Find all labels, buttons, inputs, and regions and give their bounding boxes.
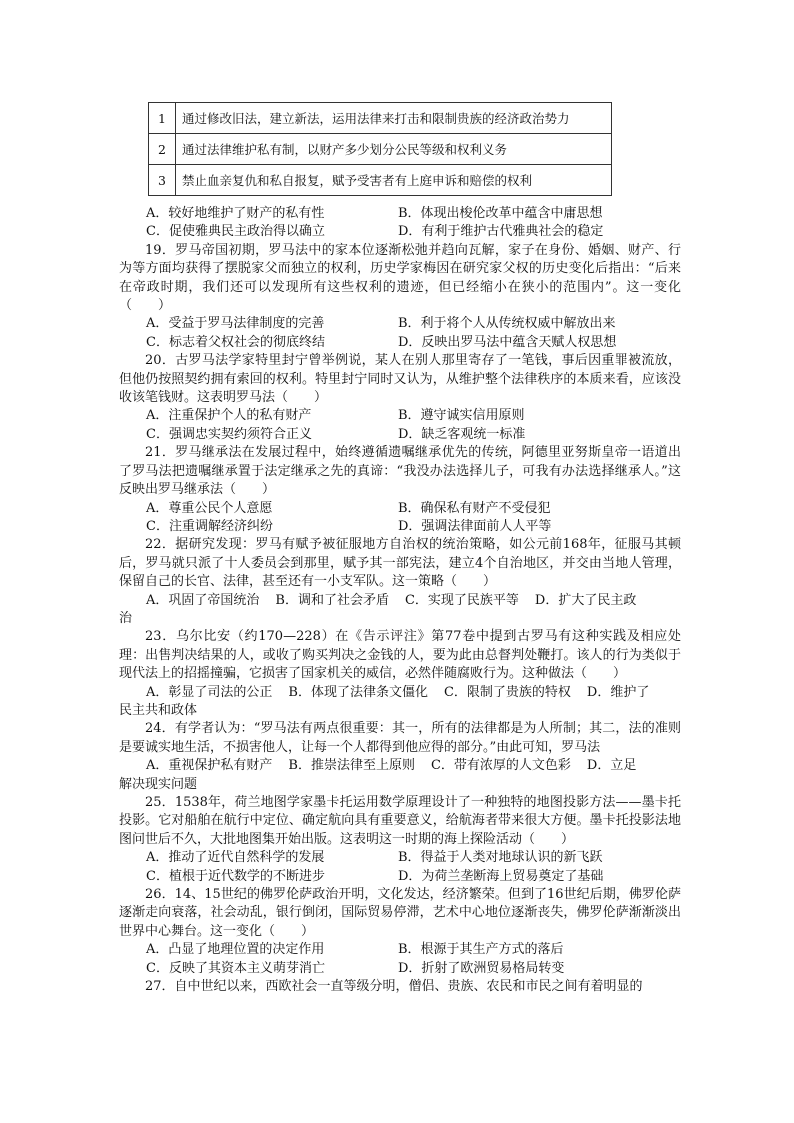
option-c: C．实现了民族平等 — [404, 592, 519, 608]
q20-stem: 20．古罗马法学家特里封宁曾举例说，某人在别人那里寄存了一笔钱，事后因重罪被流放，但他仍按照契约拥有索回的权利。特里封宁同时又认为，从维护整个法律秩序的本质来看，应该没收该笔钱财。这表明罗马法（ ） — [119, 353, 681, 406]
option-d: D．强调法律面前人人平等 — [398, 518, 552, 534]
q23-option-continuation: 民主共和政体 — [119, 702, 198, 718]
q19-options — [119, 315, 681, 352]
option-a: A．较好地维护了财产的私有性 — [146, 206, 325, 221]
table-cell-number: 2 — [149, 134, 176, 165]
table-row — [149, 165, 612, 196]
table-row — [149, 134, 612, 165]
option-c: C．强调忠实契约须符合正义 — [146, 426, 312, 442]
q22-options — [119, 592, 681, 610]
q19-stem: 19．罗马帝国初期，罗马法中的家本位逐渐松弛并趋向瓦解，家子在身份、婚姻、财产、行为等方面均获得了摆脱家父而独立的权利，历史学家梅因在研究家父权的历史变化后指出：“后来在帝政时期，我们还可以发现所有这些权利的遗迹，但已经缩小在狭小的范围内”。这一变化（ ） — [119, 242, 681, 314]
q26-options — [119, 941, 681, 978]
option-b: B．体现了法律条文僵化 — [288, 684, 428, 700]
option-d: D．为荷兰垄断海上贸易奠定了基础 — [398, 868, 604, 884]
option-a: A．巩固了帝国统治 — [146, 592, 260, 608]
option-a: A．推动了近代自然科学的发展 — [146, 850, 325, 866]
questions-body — [119, 205, 681, 996]
table-cell-text: 通过修改旧法，建立新法，运用法律来打击和限制贵族的经济政治势力 — [176, 103, 612, 134]
option-d: D．扩大了民主政 — [534, 592, 637, 608]
option-c: C．限制了贵族的特权 — [443, 684, 571, 700]
q25-stem: 25．1538年，荷兰地图学家墨卡托运用数学原理设计了一种独特的地图投影方法——墨卡托投影。它对船舶在航行中定位、确定航向具有重要意义，给航海者带来很大方便。墨卡托投影法地图问世后不久，大批地图集开始出版。这表明这一时期的海上探险活动（ ） — [119, 795, 681, 847]
option-a: A．彰显了司法的公正 — [146, 684, 273, 700]
table-cell-text: 禁止血亲复仇和私自报复，赋予受害者有上庭申诉和赔偿的权利 — [176, 165, 612, 196]
option-a: A．凸显了地理位置的决定作用 — [146, 942, 325, 958]
q24-option-continuation: 解决现实问题 — [119, 776, 198, 792]
table-cell-number: 3 — [149, 165, 176, 196]
option-c: C．促使雅典民主政治得以确立 — [146, 224, 325, 240]
option-d: D．折射了欧洲贸易格局转变 — [398, 960, 565, 976]
option-c: C．带有浓厚的人文色彩 — [430, 758, 571, 774]
option-a: A．受益于罗马法律制度的完善 — [146, 316, 325, 332]
option-d: D．有利于维护古代雅典社会的稳定 — [398, 224, 604, 240]
option-b: B．确保私有财产不受侵犯 — [398, 500, 551, 516]
option-a: A．尊重公民个人意愿 — [146, 500, 273, 516]
option-c: C．标志着父权社会的彻底终结 — [146, 334, 325, 350]
option-c: C．注重调解经济纠纷 — [146, 518, 273, 534]
q21-stem: 21．罗马继承法在发展过程中，始终遵循遗嘱继承优先的传统，阿德里亚努斯皇帝一语道出了罗马法把遗嘱继承置于法定继承之先的真谛：“我没办法选择儿子，可我有办法选择继承人。”这反映出罗马继承法（ ） — [119, 445, 681, 498]
q26-stem: 26．14、15世纪的佛罗伦萨政治开明，文化发达，经济繁荣。但到了16世纪后期，佛罗伦萨逐渐走向衰落，社会动乱，银行倒闭，国际贸易停滞，艺术中心地位逐渐丧失，佛罗伦萨渐渐淡出世界中心舞台。这一变化（ ） — [119, 887, 681, 939]
option-b: B．推崇法律至上原则 — [288, 758, 415, 774]
option-b: B．根源于其生产方式的落后 — [398, 942, 564, 958]
option-a: A．注重保护个人的私有财产 — [146, 408, 312, 424]
q25-options — [119, 849, 681, 886]
option-b: B．调和了社会矛盾 — [275, 592, 389, 608]
option-c: C．反映了其资本主义萌芽消亡 — [146, 960, 325, 976]
table-cell-number: 1 — [149, 103, 176, 134]
option-d: D．反映出罗马法中蕴含天赋人权思想 — [398, 334, 617, 350]
q24-options — [119, 757, 681, 775]
option-d: D．维护了 — [586, 684, 650, 700]
option-b: B．遵守诚实信用原则 — [398, 408, 525, 424]
q27-stem: 27．自中世纪以来，西欧社会一直等级分明，僧侣、贵族、农民和市民之间有着明显的 — [145, 979, 643, 995]
option-d: D．缺乏客观统一标准 — [398, 426, 526, 442]
q23-options — [119, 684, 681, 702]
q23-stem: 23．乌尔比安（约170—228）在《告示评注》第77卷中提到古罗马有这种实践及相应处理：出售判决结果的人，或收了购买判决之金钱的人，要为此由总督判处鞭打。该人的行为类似于现代法上的招摇撞骗，它损害了国家机关的威信，必然伴随腐败行为。这种做法（ ） — [119, 629, 681, 682]
q20-options — [119, 407, 681, 444]
table-row — [149, 103, 612, 134]
option-b: B．得益于人类对地球认识的新飞跃 — [398, 850, 603, 866]
table-cell-text: 通过法律维护私有制，以财产多少划分公民等级和权利义务 — [176, 134, 612, 165]
option-a: A．重视保护私有财产 — [146, 758, 273, 774]
q21-options — [119, 500, 681, 537]
reform-measures-table — [148, 102, 612, 196]
option-b: B．体现出梭伦改革中蕴含中庸思想 — [398, 206, 603, 221]
option-d: D．立足 — [586, 758, 637, 774]
option-b: B．利于将个人从传统权威中解放出来 — [398, 316, 616, 332]
option-c: C．植根于近代数学的不断进步 — [146, 868, 325, 884]
q22-stem: 22．据研究发现：罗马有赋予被征服地方自治权的统治策略，如公元前168年，征服马其顿后，罗马就只派了十人委员会到那里，赋予其一部宪法，建立4个自治地区，并交由当地人管理，保留自己的长官、法律，甚至还有一小支军队。这一策略（ ） — [119, 537, 681, 590]
q22-option-continuation: 治 — [119, 610, 133, 626]
q24-stem: 24．有学者认为：“罗马法有两点很重要：其一，所有的法律都是为人所制；其二，法的准则是要诚实地生活，不损害他人，让每一个人都得到他应得的部分。”由此可知，罗马法 — [119, 721, 681, 755]
q18-options — [119, 205, 681, 242]
